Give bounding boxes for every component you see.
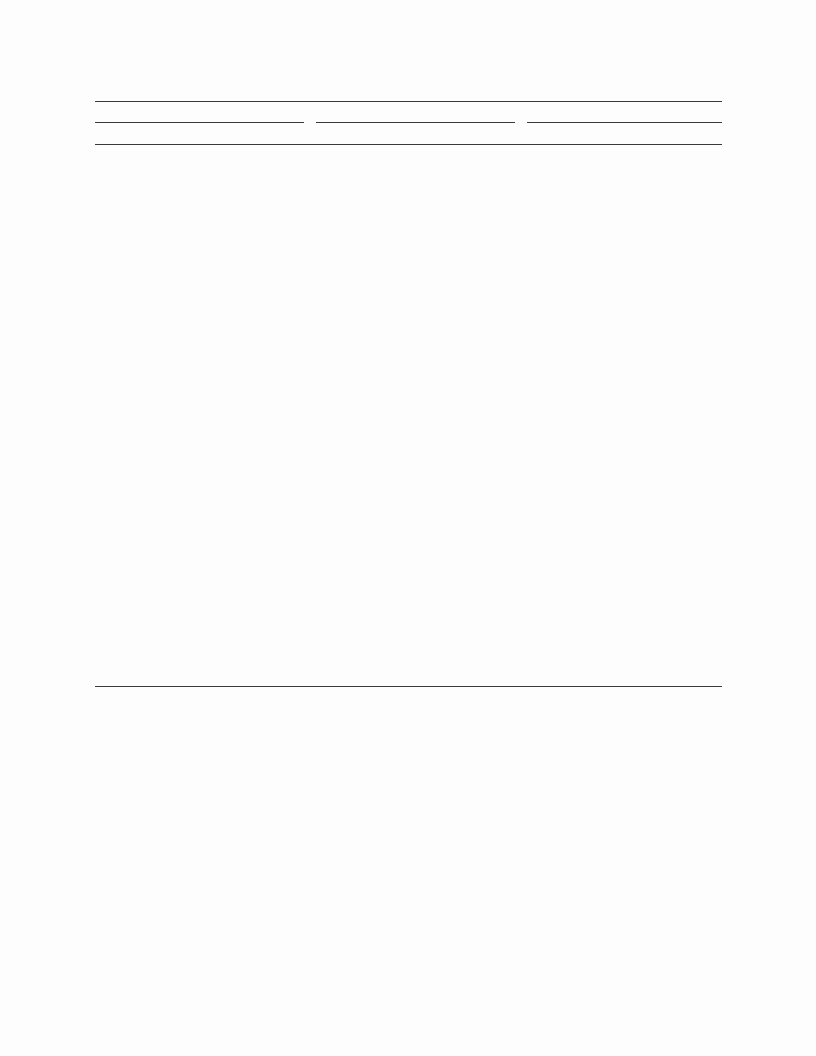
column-group-rule-2: [316, 122, 515, 123]
column-group-rule-1: [95, 122, 304, 123]
table-bottom-rule: [95, 686, 722, 687]
column-group-rule-3: [527, 122, 722, 123]
table-top-rule: [95, 101, 722, 102]
table-body: [95, 145, 722, 686]
